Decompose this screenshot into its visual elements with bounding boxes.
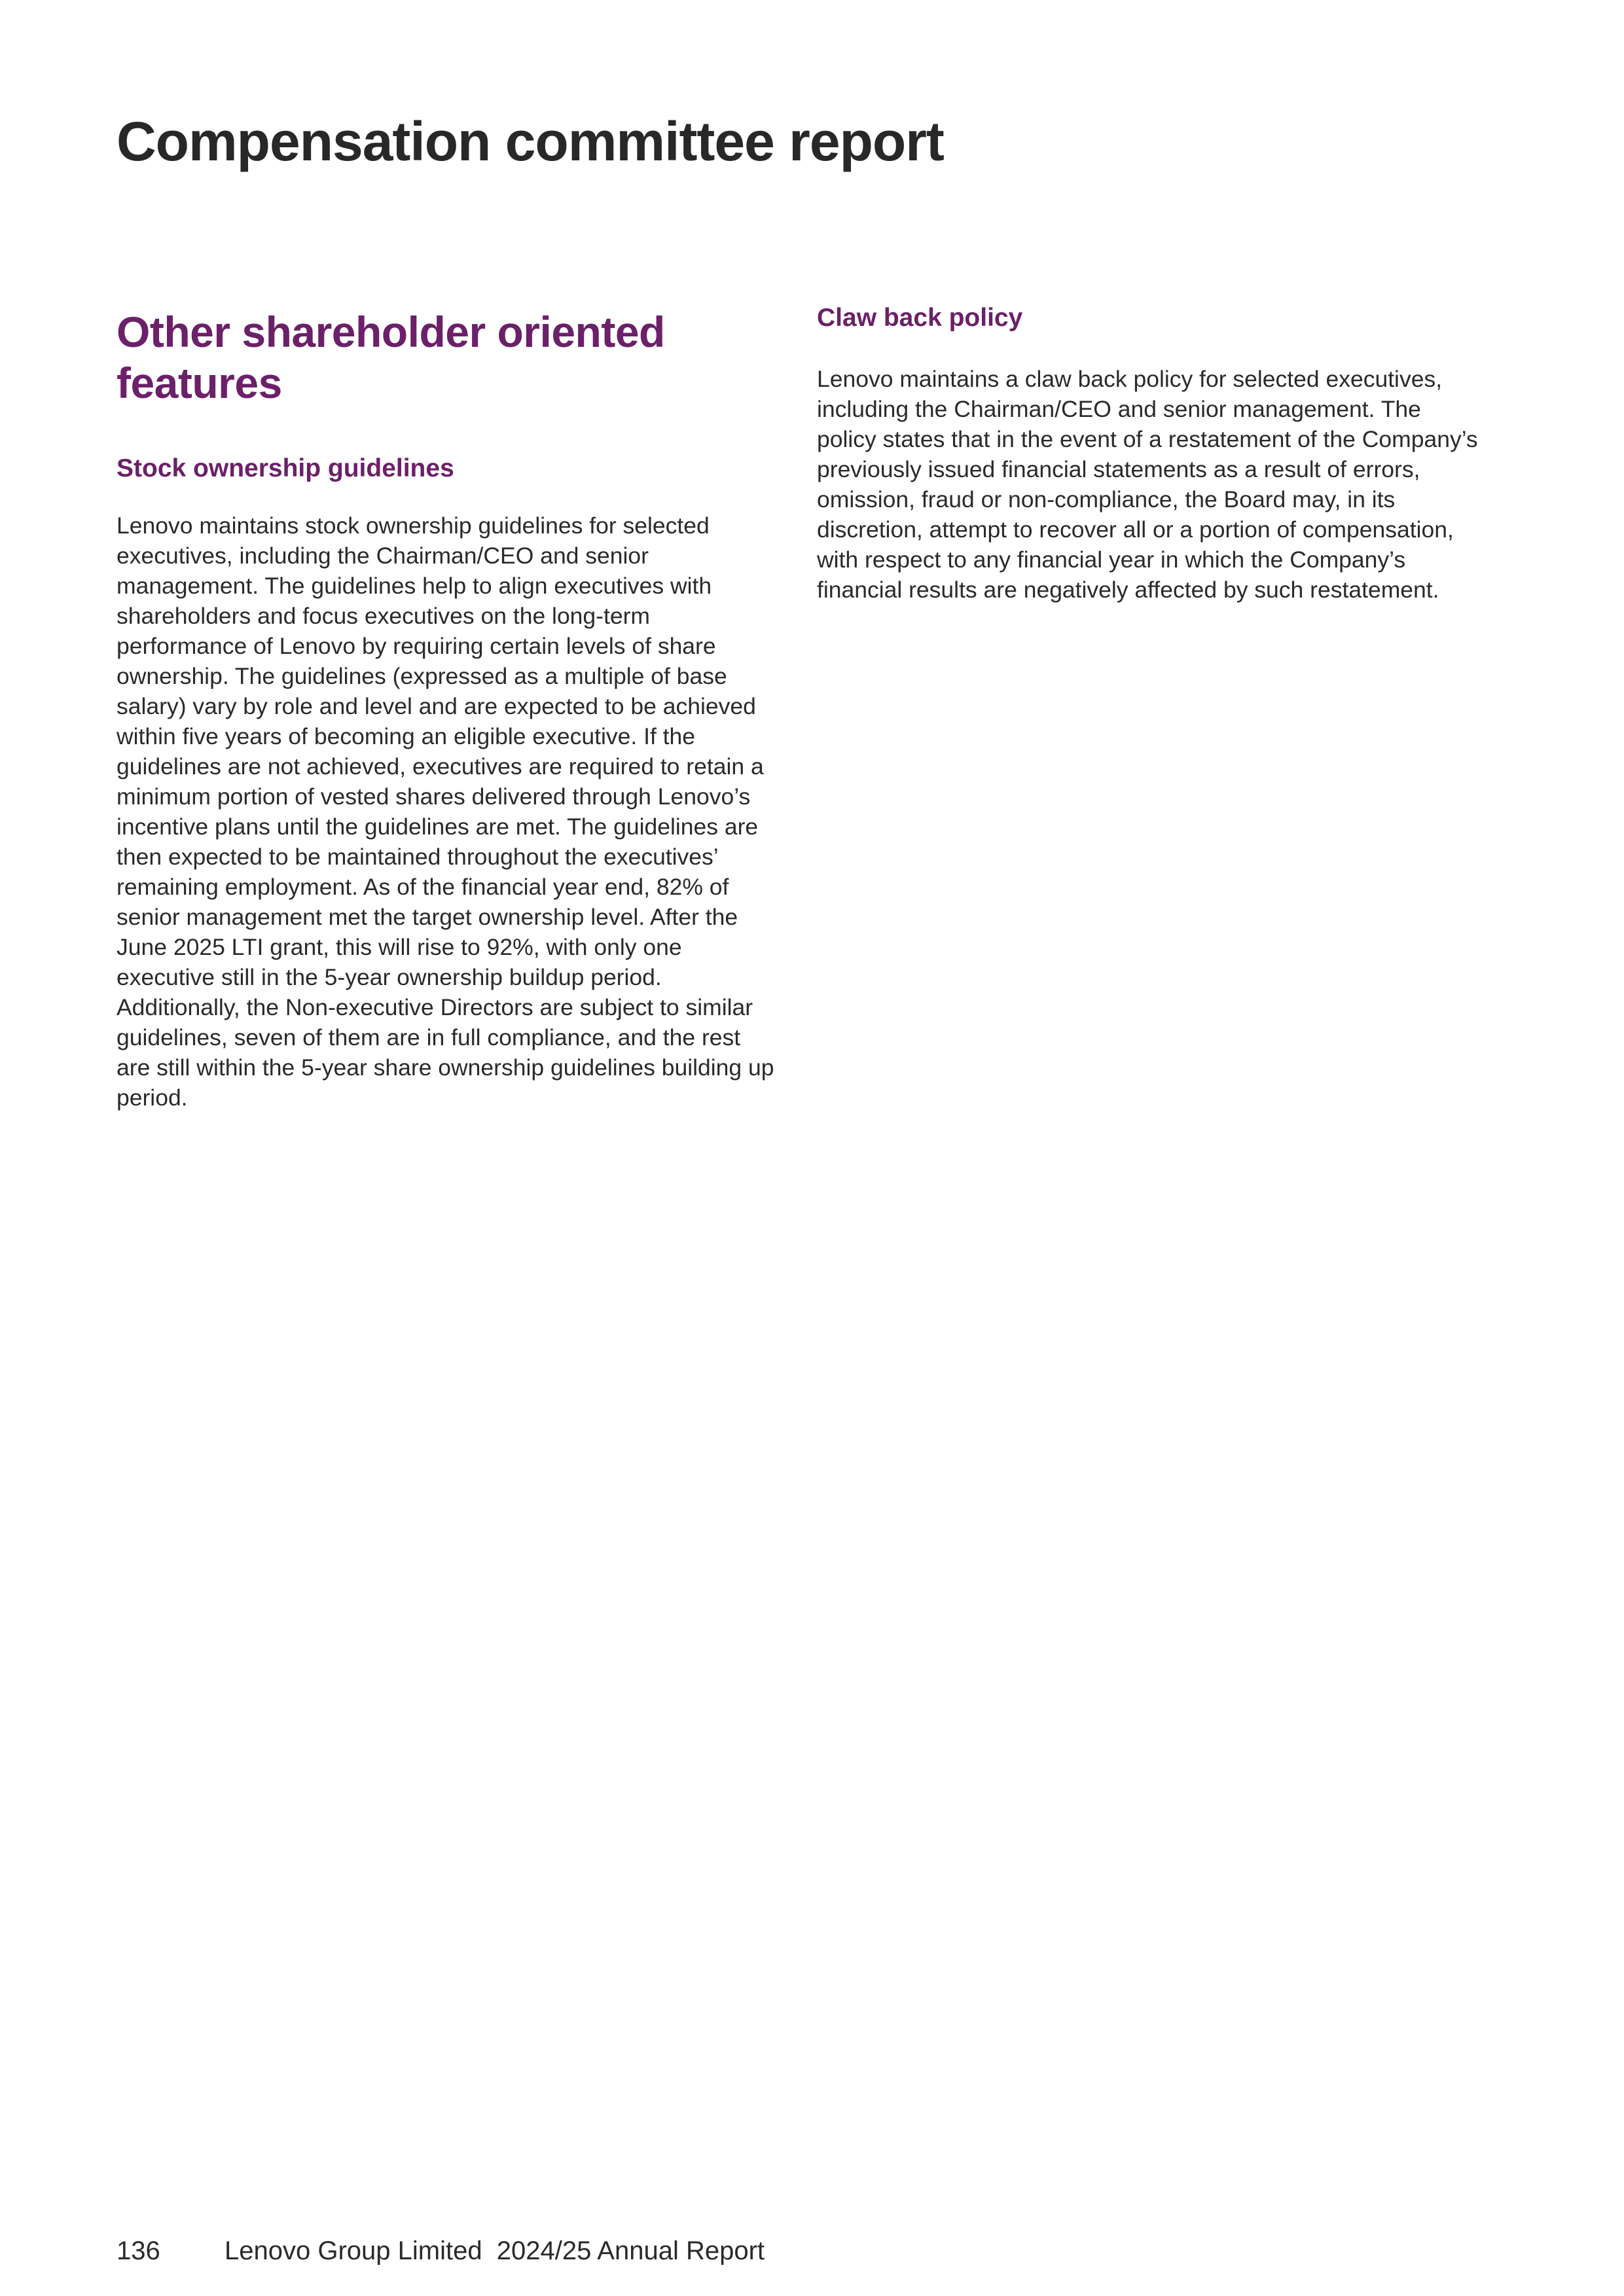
report-name: Lenovo Group Limited 2024/25 Annual Report [225,2236,765,2265]
left-column [117,306,778,1113]
stock-ownership-heading: Stock ownership guidelines [117,454,454,482]
page-title: Compensation committee report [117,111,944,172]
page-number: 136 [117,2236,160,2265]
page-footer [117,2234,765,2267]
section-heading: Other shareholder oriented features [117,308,665,407]
stock-ownership-body: Lenovo maintains stock ownership guidelines for selected executives, including the Chairman/CEO and senior management. The guidelines help to align executives with shareholders and focus executives on the long-term performance of Lenovo by requiring certain levels of share ownership. The guidelines (expressed as a multiple of base salary) vary by role and level and are expected to be achieved within five years of becoming an eligible executive. If the guidelines are not achieved, executives are required to retain a minimum portion of vested shares delivered through Lenovo’s incentive plans until the guidelines are met. The guidelines are then expected to be maintained throughout the executives’ remaining employment. As of the financial year end, 82% of senior management met the target ownership level. After the June 2025 LTI grant, this will rise to 92%, with only one executive still in the 5-year ownership buildup period. Additionally, the Non-executive Directors are subject to similar guidelines, seven of them are in full compliance, and the rest are still within the 5-year share ownership guidelines building up period. [117,512,774,1111]
right-column [817,306,1478,605]
claw-back-heading: Claw back policy [817,304,1023,332]
claw-back-body: Lenovo maintains a claw back policy for selected executives, including the Chairman/CEO and senior management. The policy states that in the event of a restatement of the Company’s previously issued financial statements as a result of errors, omission, fraud or non-compliance, the Board may, in its discretion, attempt to recover all or a portion of compensation, with respect to any financial year in which the Company’s financial results are negatively affected by such restatement. [817,366,1478,603]
